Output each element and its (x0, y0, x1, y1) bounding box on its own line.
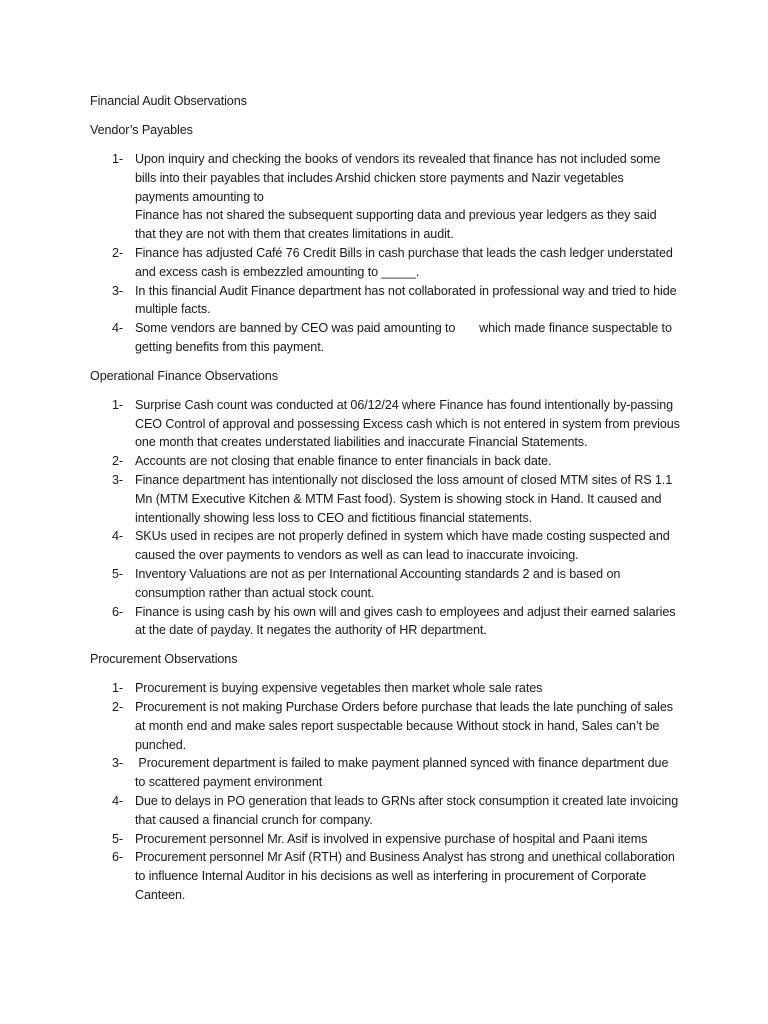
list-item (90, 244, 680, 282)
list-number: 2- (112, 699, 123, 714)
list-item-text: Surprise Cash count was conducted at 06/12/24 where Finance has found intentionally by-passing CEO Control of approval and possessing Excess cash which is not entered in system from previous one month that creates understated liabilities and inaccurate Financial Statements. (135, 397, 680, 450)
list-number: 1- (112, 397, 123, 412)
section-heading-vendors-payables: Vendor’s Payables (90, 123, 193, 137)
list-item (90, 396, 680, 452)
list-item (90, 282, 680, 320)
list-item-text: SKUs used in recipes are not properly defined in system which have made costing suspected and caused the over payments to vendors as well as can lead to inaccurate invoicing. (135, 529, 670, 563)
list-number: 1- (112, 152, 123, 166)
list-item-text: Finance department has intentionally not disclosed the loss amount of closed MTM sites of RS 1.1 Mn (MTM Executive Kitchen & MTM Fast food). System is showing stock in Hand. It caused and intentionally showing less loss to CEO and fictitious financial statements. (135, 472, 673, 525)
list-number: 5- (112, 566, 123, 581)
list-item (90, 471, 680, 527)
list-number: 6- (112, 850, 123, 865)
list-item (90, 150, 680, 244)
list-number: 3- (112, 756, 123, 771)
list-item (90, 527, 680, 565)
list-item-text: Due to delays in PO generation that leads to GRNs after stock consumption it created late invoicing that caused a financial crunch for company. (135, 793, 679, 827)
list-number: 5- (112, 831, 123, 846)
list-item-text: Procurement department is failed to make payment planned synced with finance department due to scattered payment environment (135, 756, 672, 790)
list-item (90, 848, 680, 904)
list-item (90, 452, 680, 471)
list-item-text: Finance has adjusted Café 76 Credit Bills in cash purchase that leads the cash ledger understated and excess cash is embezzled amounting to _____. (135, 245, 673, 279)
list-item-text: Procurement personnel Mr Asif (RTH) and Business Analyst has strong and unethical collaboration to influence Internal Auditor in his decisions as well as interfering in procurement of Corporate Canteen. (135, 850, 675, 902)
list-item (90, 319, 680, 357)
list-item (90, 754, 680, 792)
list-item-text: Procurement is not making Purchase Orders before purchase that leads the late punching of sales at month end and make sales report suspectable because Without stock in hand, Sales can’t be punched. (135, 699, 673, 752)
section-heading-procurement: Procurement Observations (90, 652, 238, 667)
list-number: 4- (112, 793, 123, 808)
list-number: 2- (112, 454, 123, 469)
list-item (90, 603, 680, 641)
list-item (90, 792, 680, 830)
vendors-payables-list (90, 150, 680, 357)
list-item (90, 698, 680, 754)
list-number: 4- (112, 529, 123, 544)
list-item-text: Some vendors are banned by CEO was paid amounting to which made finance suspectable to getting benefits from this payment. (135, 321, 676, 354)
list-item-text: In this financial Audit Finance department has not collaborated in professional way and tried to hide multiple facts. (135, 283, 677, 317)
list-item-continuation: Finance has not shared the subsequent supporting data and previous year ledgers as they said that they are not with them that creates limitations in audit. (135, 208, 657, 242)
list-item-text: Procurement is buying expensive vegetables then market whole sale rates (135, 681, 543, 696)
operational-finance-list (90, 396, 680, 640)
list-item (90, 830, 680, 849)
procurement-list (90, 679, 680, 905)
list-item-text: Upon inquiry and checking the books of vendors its revealed that finance has not included some bills into their payables that includes Arshid chicken store payments and Nazir vegetables payments amounting to (135, 152, 661, 204)
list-item (90, 565, 680, 603)
list-number: 4- (112, 321, 123, 336)
document-title: Financial Audit Observations (90, 94, 247, 108)
list-item-text: Finance is using cash by his own will and gives cash to employees and adjust their earned salaries at the date of payday. It negates the authority of HR department. (135, 604, 676, 638)
list-item-text: Procurement personnel Mr. Asif is involved in expensive purchase of hospital and Paani items (135, 831, 648, 846)
list-number: 1- (112, 681, 123, 696)
list-item-text: Accounts are not closing that enable finance to enter financials in back date. (135, 454, 552, 469)
list-number: 3- (112, 283, 123, 298)
list-number: 6- (112, 604, 123, 619)
list-number: 3- (112, 472, 123, 487)
list-number: 2- (112, 245, 123, 260)
document-body (90, 92, 680, 915)
list-item (90, 679, 680, 698)
section-heading-operational-finance: Operational Finance Observations (90, 368, 278, 383)
list-item-text: Inventory Valuations are not as per International Accounting standards 2 and is based on consumption rather than actual stock count. (135, 566, 621, 600)
